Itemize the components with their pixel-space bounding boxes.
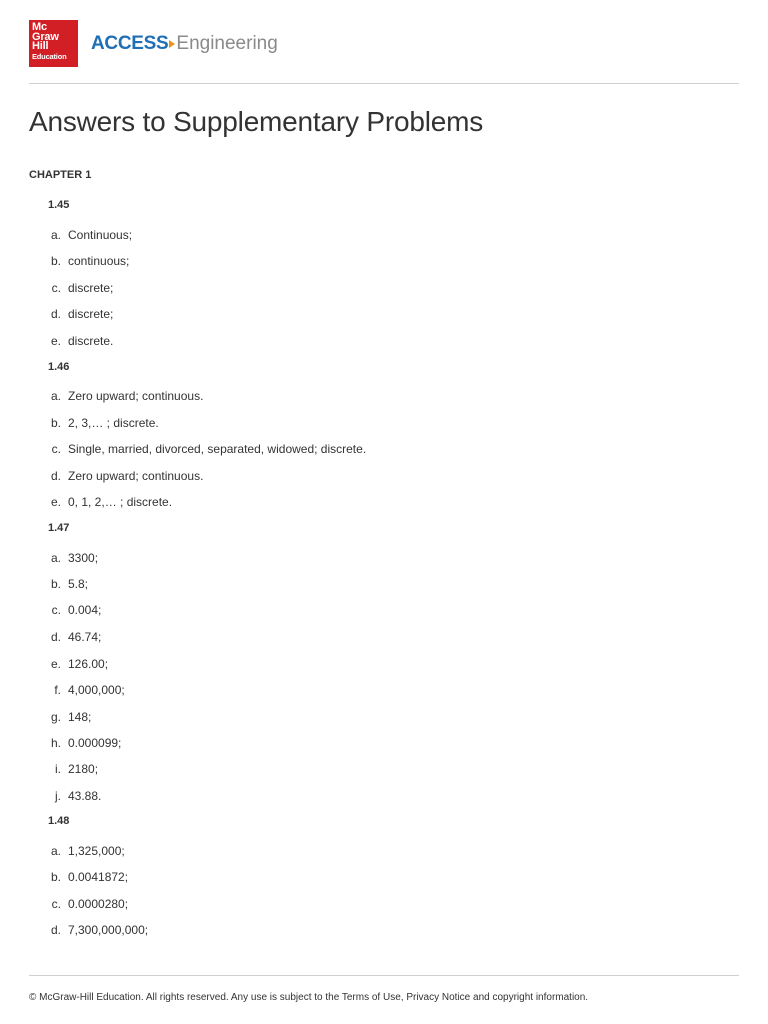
- item-text: 3300;: [68, 551, 99, 565]
- header-divider: [29, 83, 739, 84]
- problem-number: 1.47: [48, 522, 70, 534]
- item-text: discrete;: [68, 307, 114, 321]
- item-text: 2180;: [68, 762, 99, 776]
- logo-line-3: Hill: [32, 40, 49, 52]
- item-letter: b.: [50, 577, 61, 591]
- item-text: 43.88.: [68, 789, 102, 803]
- item-letter: c.: [51, 897, 61, 911]
- item-text: discrete.: [68, 334, 114, 348]
- item-letter: b.: [50, 254, 61, 268]
- problem-number: 1.48: [48, 815, 70, 827]
- item-text: 0.000099;: [68, 736, 122, 750]
- item-letter: h.: [50, 736, 61, 750]
- item-letter: b.: [50, 416, 61, 430]
- item-text: Single, married, divorced, separated, widowed; discrete.: [68, 442, 367, 456]
- page-title: Answers to Supplementary Problems: [29, 106, 484, 137]
- copyright-footer: © McGraw-Hill Education. All rights reserved. Any use is subject to the Terms of Use, Privacy Notice and copyright information.: [29, 992, 589, 1003]
- item-text: Zero upward; continuous.: [68, 469, 204, 483]
- item-letter: d.: [50, 469, 61, 483]
- logo-access-text: ACCESS: [91, 33, 169, 54]
- problem-number: 1.46: [48, 361, 70, 373]
- item-letter: j.: [55, 789, 61, 803]
- item-text: 2, 3,… ; discrete.: [68, 416, 159, 430]
- item-letter: a.: [50, 228, 61, 242]
- item-letter: a.: [50, 551, 61, 565]
- access-engineering-logo[interactable]: [91, 32, 278, 56]
- item-text: Zero upward; continuous.: [68, 389, 204, 403]
- item-letter: e.: [50, 334, 61, 348]
- item-letter: g.: [50, 710, 61, 724]
- item-text: 46.74;: [68, 630, 102, 644]
- item-text: 0.0041872;: [68, 870, 129, 884]
- item-text: 0.004;: [68, 603, 102, 617]
- item-text: 0.0000280;: [68, 897, 129, 911]
- item-letter: c.: [51, 281, 61, 295]
- item-letter: a.: [50, 844, 61, 858]
- item-text: 0, 1, 2,… ; discrete.: [68, 495, 173, 509]
- item-letter: d.: [50, 923, 61, 937]
- item-letter: i.: [55, 762, 61, 776]
- item-text: 4,000,000;: [68, 683, 125, 697]
- item-text: 148;: [68, 710, 92, 724]
- item-text: 1,325,000;: [68, 844, 125, 858]
- item-letter: b.: [50, 870, 61, 884]
- item-text: continuous;: [68, 254, 130, 268]
- item-letter: e.: [50, 657, 61, 671]
- item-text: discrete;: [68, 281, 114, 295]
- item-letter: a.: [50, 389, 61, 403]
- logo-line-4: Education: [32, 51, 67, 61]
- page-header: [29, 20, 739, 68]
- logo-line-2: Graw: [32, 30, 59, 43]
- item-letter: c.: [51, 442, 61, 456]
- item-letter: c.: [51, 603, 61, 617]
- item-text: 7,300,000,000;: [68, 923, 149, 937]
- item-letter: f.: [54, 683, 61, 697]
- problem-number: 1.45: [48, 199, 70, 211]
- item-text: 126.00;: [68, 657, 109, 671]
- chapter-heading: CHAPTER 1: [29, 169, 92, 181]
- mcgraw-hill-logo[interactable]: [29, 20, 78, 67]
- item-text: 5.8;: [68, 577, 89, 591]
- item-letter: e.: [50, 495, 61, 509]
- item-letter: d.: [50, 307, 61, 321]
- arrow-icon: [169, 40, 175, 48]
- logo-line-1: Mc: [32, 21, 47, 33]
- item-letter: d.: [50, 630, 61, 644]
- logo-engineering-text: Engineering: [176, 33, 278, 54]
- item-text: Continuous;: [68, 228, 133, 242]
- footer-divider: [29, 975, 739, 976]
